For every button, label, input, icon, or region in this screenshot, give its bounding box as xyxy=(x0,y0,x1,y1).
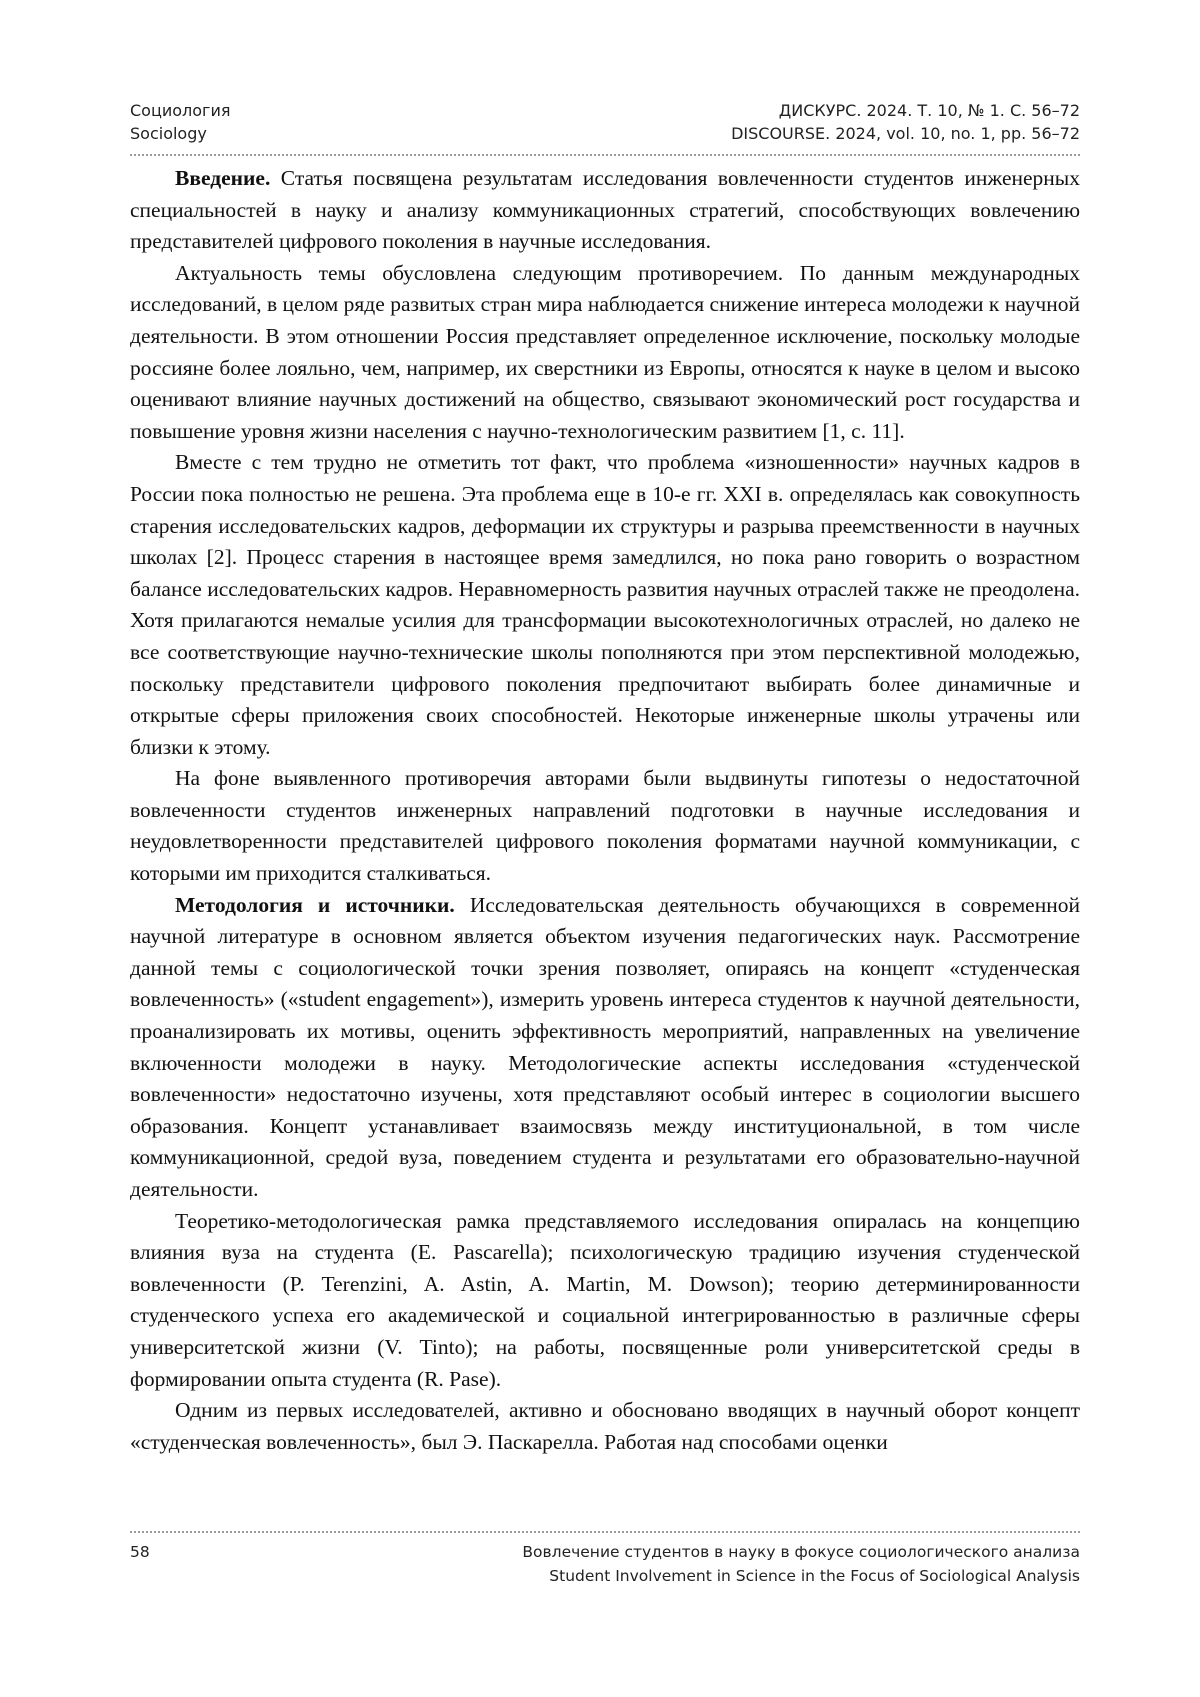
paragraph xyxy=(130,1395,1080,1458)
footer-divider xyxy=(130,1531,1080,1533)
paragraph xyxy=(130,1206,1080,1396)
paragraph xyxy=(130,447,1080,763)
paragraph-text: Статья посвящена результатам исследования вовлеченности студентов инженерных специальностей в науку и анализу коммуникационных стратегий, способствующих вовлечению представителей цифрового поколения в научные исследования. xyxy=(130,166,1080,254)
paragraph-text: Теоретико-методологическая рамка представляемого исследования опиралась на концепцию влияния вуза на студента (E. Pascarella); психологическую традицию изучения студенческой вовлеченности (P. Terenzini, A. Astin, A. Martin, M. Dowson); теорию детерминированности студенческого успеха его академической и социальной интегрированностью в различные сферы университетской жизни (V. Tinto); на работы, посвященные роли университетской среды в формировании опыта студента (R. Pase). xyxy=(130,1208,1080,1391)
running-header xyxy=(130,99,1080,145)
section-label-en: Sociology xyxy=(130,124,207,143)
journal-citation-en: DISCOURSE. 2024, vol. 10, no. 1, pp. 56–72 xyxy=(731,124,1080,143)
paragraph-lead: Введение. xyxy=(175,166,271,190)
journal-citation-ru: ДИСКУРС. 2024. Т. 10, № 1. С. 56–72 xyxy=(778,101,1080,120)
header-divider xyxy=(130,154,1080,156)
article-title-en: Student Involvement in Science in the Focus of Sociological Analysis xyxy=(549,1567,1080,1585)
paragraph-text: Вместе с тем трудно не отметить тот факт, что проблема «изношенности» научных кадров в России пока полностью не решена. Эта проблема еще в 10-е гг. XXI в. определялась как совокупность старения исследовательских кадров, деформации их структуры и разрыва преемственности в научных школах [2]. Процесс старения в настоящее время замедлился, но пока рано говорить о возрастном балансе исследовательских кадров. Неравномерность развития научных отраслей также не преодолена. Хотя прилагаются немалые усилия для трансформации высокотехнологичных отраслей, но далеко не все соответствующие научно-технические школы пополняются при этом перспективной молодежью, поскольку представители цифрового поколения предпочитают выбирать более динамичные и открытые сферы приложения своих способностей. Некоторые инженерные школы утрачены или близки к этому. xyxy=(130,450,1080,759)
page-number: 58 xyxy=(130,1543,150,1561)
paragraph-text: Исследовательская деятельность обучающихся в современной научной литературе в основном является объектом изучения педагогических наук. Рассмотрение данной темы с социологической точки зрения позволяет, опираясь на концепт «студенческая вовлеченность» («student engagement»), измерить уровень интереса студентов к научной деятельности, проанализировать их мотивы, оценить эффективность мероприятий, направленных на увеличение включенности молодежи в науку. Методологические аспекты исследования «студенческой вовлеченности» недостаточно изучены, хотя представляют особый интерес в социологии высшего образования. Концепт устанавливает взаимосвязь между институциональной, в том числе коммуникационной, средой вуза, поведением студента и результатами его образовательно-научной деятельности. xyxy=(130,892,1080,1201)
paragraph-text: Одним из первых исследователей, активно и обосновано вводящих в научный оборот концепт «студенческая вовлеченность», был Э. Паскарелла. Работая над способами оценки xyxy=(130,1398,1080,1454)
paragraph xyxy=(130,763,1080,889)
paragraph-text: Актуальность темы обусловлена следующим противоречием. По данным международных исследований, в целом ряде развитых стран мира наблюдается снижение интереса молодежи к научной деятельности. В этом отношении Россия представляет определенное исключение, поскольку молодые россияне более лояльно, чем, например, их сверстники из Европы, относятся к науке в целом и высоко оценивают влияние научных достижений на общество, связывают экономический рост государства и повышение уровня жизни населения с научно-технологическим развитием [1, с. 11]. xyxy=(130,260,1080,443)
paragraph-lead: Методология и источники. xyxy=(175,892,455,917)
section-label-ru: Социология xyxy=(130,101,231,120)
article-body xyxy=(130,163,1080,1458)
paragraph xyxy=(130,258,1080,448)
article-title-ru: Вовлечение студентов в науку в фокусе социологического анализа xyxy=(522,1543,1080,1561)
paragraph-introduction xyxy=(130,163,1080,258)
paragraph-methodology xyxy=(130,890,1080,1206)
paragraph-text: На фоне выявленного противоречия авторами были выдвинуты гипотезы о недостаточной вовлеченности студентов инженерных направлений подготовки в научные исследования и неудовлетворенности представителей цифрового поколения форматами научной коммуникации, с которыми им приходится сталкиваться. xyxy=(130,766,1080,886)
